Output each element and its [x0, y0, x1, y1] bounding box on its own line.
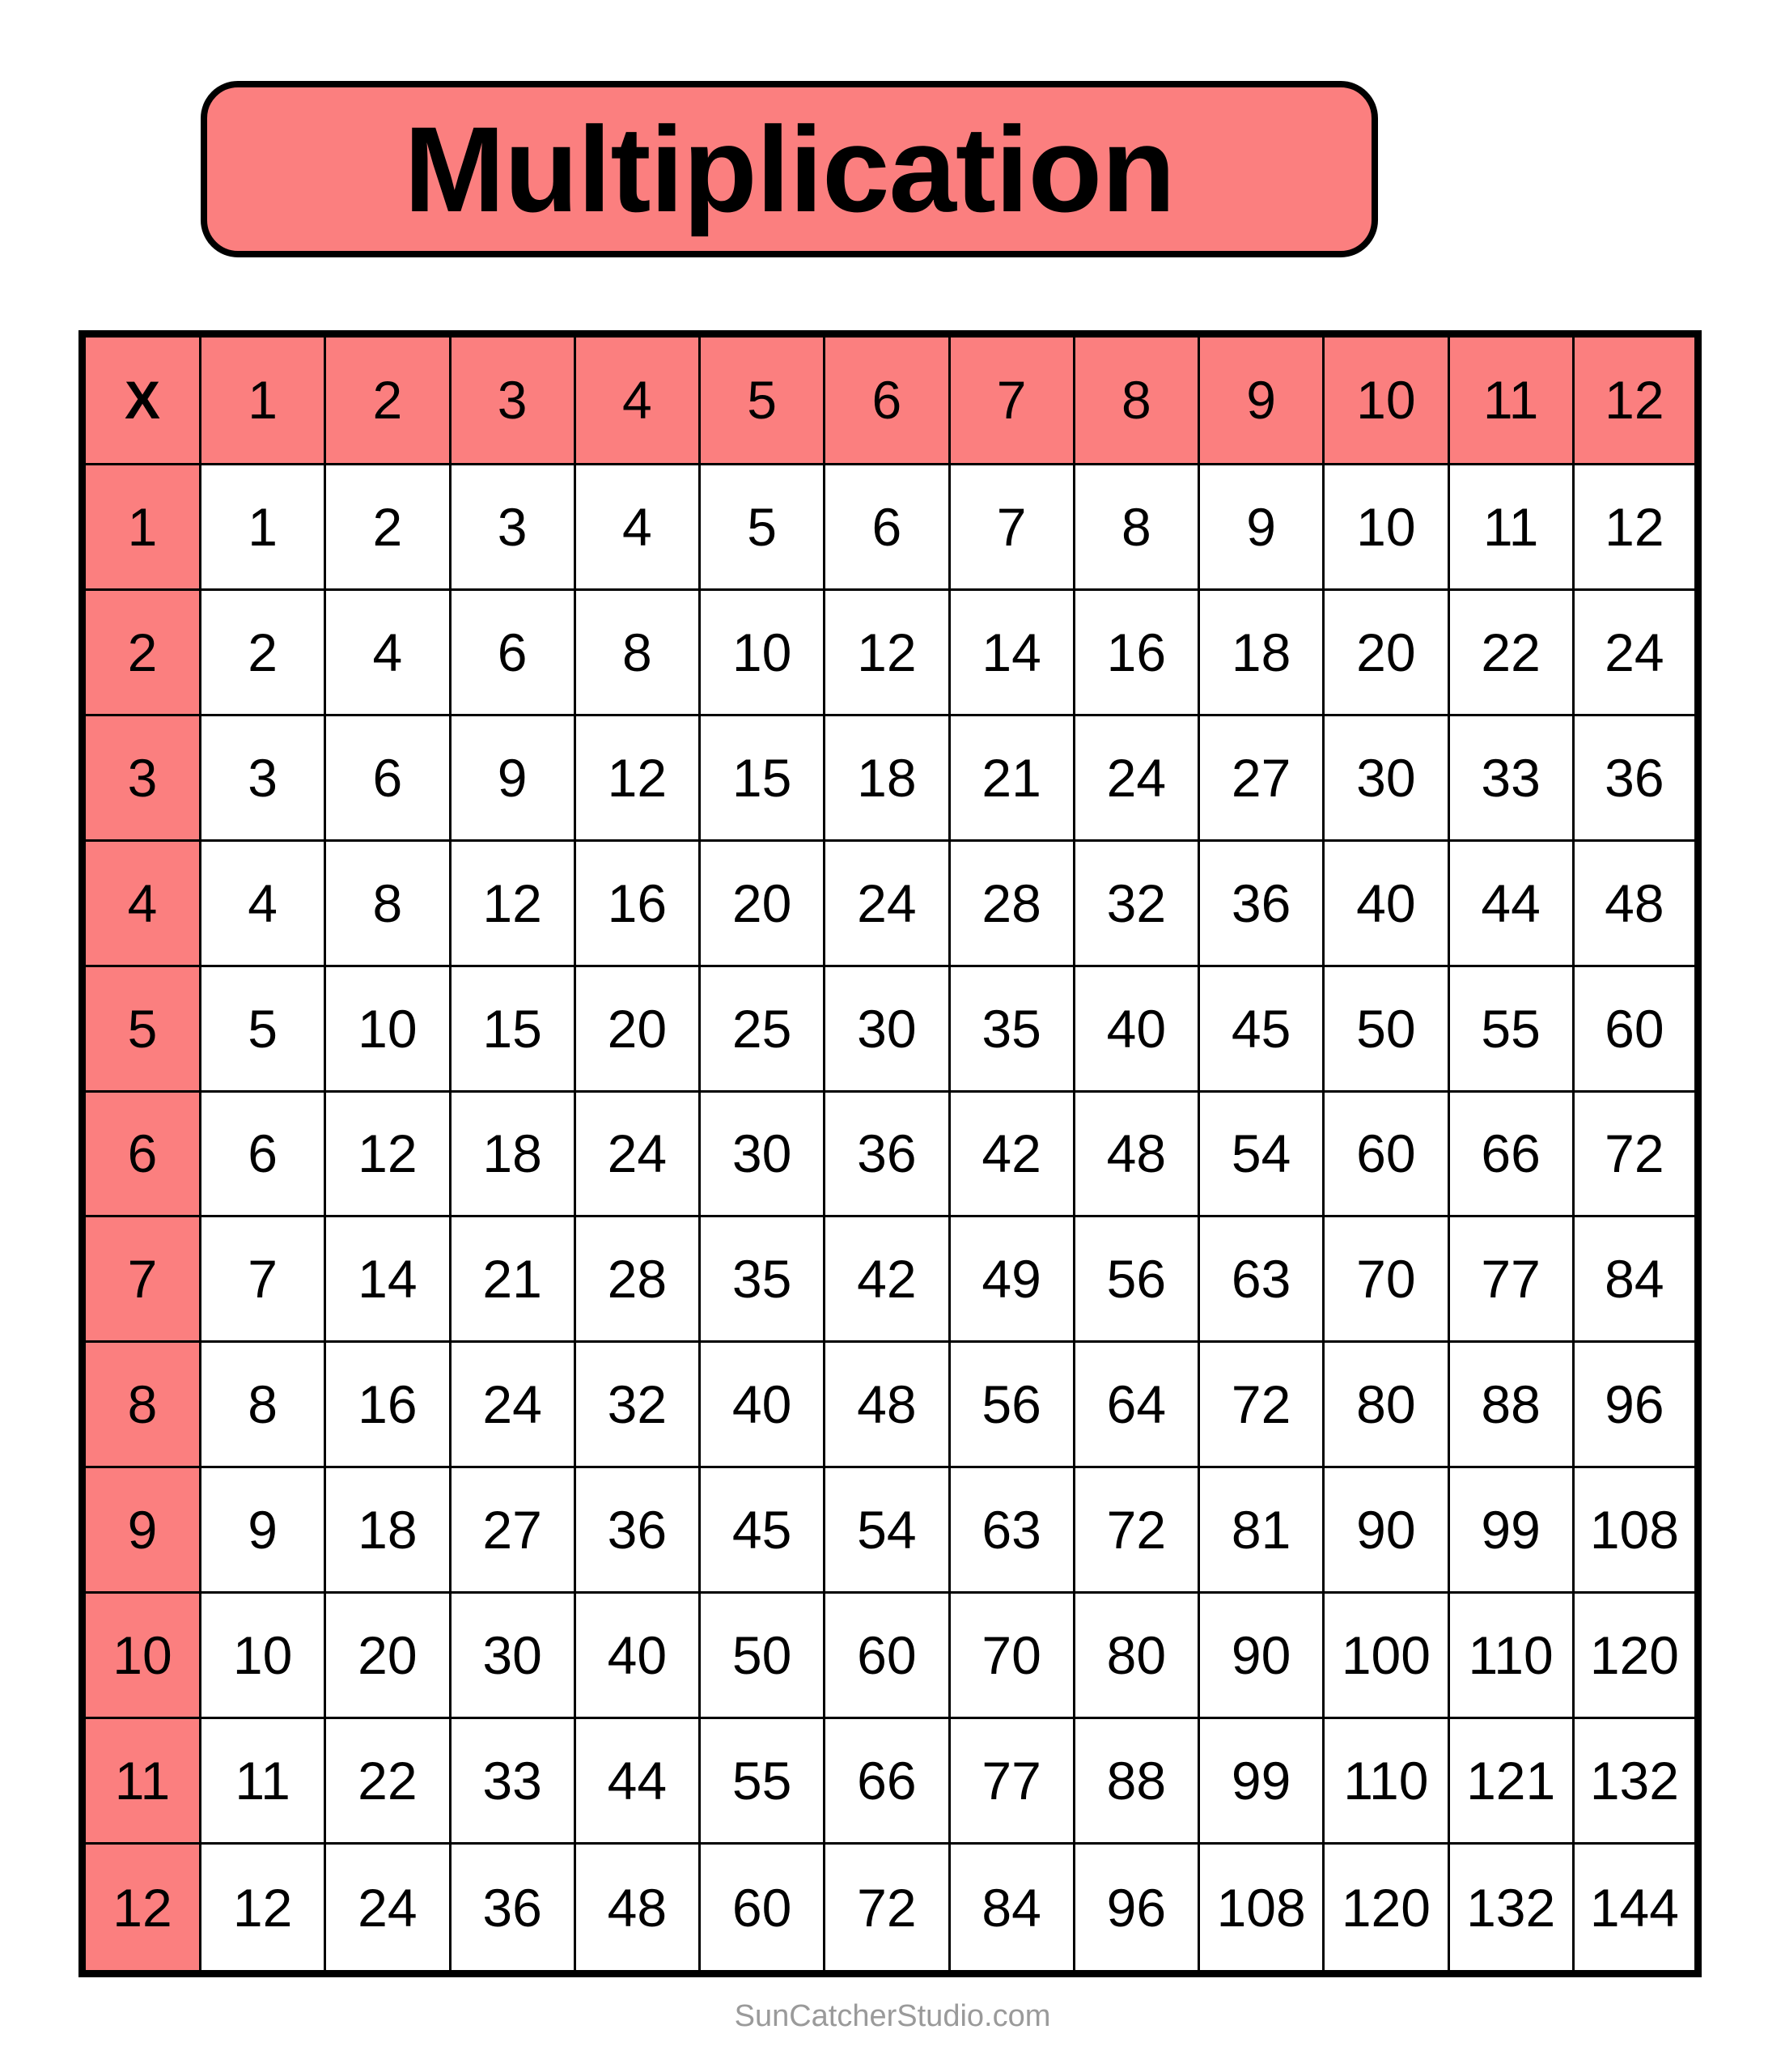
- product-cell: 20: [325, 1593, 450, 1718]
- table-row: [83, 840, 1698, 966]
- product-cell: 12: [201, 1844, 325, 1974]
- product-cell: 2: [201, 589, 325, 715]
- product-cell: 144: [1573, 1844, 1698, 1974]
- product-cell: 5: [700, 464, 825, 589]
- product-cell: 49: [949, 1216, 1074, 1342]
- row-header: 2: [83, 589, 201, 715]
- product-cell: 33: [450, 1718, 575, 1844]
- row-header: 10: [83, 1593, 201, 1718]
- product-cell: 81: [1199, 1467, 1324, 1593]
- column-header: 5: [700, 334, 825, 465]
- product-cell: 63: [1199, 1216, 1324, 1342]
- product-cell: 27: [450, 1467, 575, 1593]
- product-cell: 3: [201, 715, 325, 840]
- product-cell: 45: [1199, 966, 1324, 1091]
- product-cell: 99: [1448, 1467, 1573, 1593]
- column-header: 9: [1199, 334, 1324, 465]
- product-cell: 54: [825, 1467, 949, 1593]
- product-cell: 18: [325, 1467, 450, 1593]
- product-cell: 28: [949, 840, 1074, 966]
- product-cell: 36: [450, 1844, 575, 1974]
- product-cell: 28: [575, 1216, 699, 1342]
- table-row: [83, 1844, 1698, 1974]
- product-cell: 56: [949, 1342, 1074, 1467]
- product-cell: 77: [1448, 1216, 1573, 1342]
- product-cell: 10: [700, 589, 825, 715]
- product-cell: 9: [201, 1467, 325, 1593]
- column-header: 2: [325, 334, 450, 465]
- product-cell: 20: [575, 966, 699, 1091]
- product-cell: 77: [949, 1718, 1074, 1844]
- column-header: 11: [1448, 334, 1573, 465]
- product-cell: 30: [825, 966, 949, 1091]
- product-cell: 60: [825, 1593, 949, 1718]
- row-header: 11: [83, 1718, 201, 1844]
- row-header: 4: [83, 840, 201, 966]
- product-cell: 60: [1573, 966, 1698, 1091]
- product-cell: 44: [1448, 840, 1573, 966]
- product-cell: 16: [325, 1342, 450, 1467]
- product-cell: 54: [1199, 1091, 1324, 1216]
- table-row: [83, 1216, 1698, 1342]
- product-cell: 32: [1074, 840, 1198, 966]
- product-cell: 8: [1074, 464, 1198, 589]
- product-cell: 120: [1324, 1844, 1448, 1974]
- product-cell: 88: [1448, 1342, 1573, 1467]
- product-cell: 12: [450, 840, 575, 966]
- product-cell: 10: [325, 966, 450, 1091]
- product-cell: 10: [1324, 464, 1448, 589]
- product-cell: 7: [201, 1216, 325, 1342]
- product-cell: 48: [575, 1844, 699, 1974]
- page-title: Multiplication: [404, 101, 1175, 237]
- product-cell: 36: [825, 1091, 949, 1216]
- product-cell: 121: [1448, 1718, 1573, 1844]
- column-header: 10: [1324, 334, 1448, 465]
- table-row: [83, 966, 1698, 1091]
- product-cell: 14: [325, 1216, 450, 1342]
- product-cell: 55: [1448, 966, 1573, 1091]
- column-header: 12: [1573, 334, 1698, 465]
- product-cell: 33: [1448, 715, 1573, 840]
- product-cell: 21: [949, 715, 1074, 840]
- product-cell: 36: [1573, 715, 1698, 840]
- product-cell: 90: [1199, 1593, 1324, 1718]
- product-cell: 120: [1573, 1593, 1698, 1718]
- product-cell: 9: [450, 715, 575, 840]
- product-cell: 8: [575, 589, 699, 715]
- product-cell: 24: [825, 840, 949, 966]
- product-cell: 110: [1448, 1593, 1573, 1718]
- product-cell: 56: [1074, 1216, 1198, 1342]
- product-cell: 72: [825, 1844, 949, 1974]
- product-cell: 32: [575, 1342, 699, 1467]
- product-cell: 25: [700, 966, 825, 1091]
- product-cell: 36: [1199, 840, 1324, 966]
- product-cell: 5: [201, 966, 325, 1091]
- table-row: [83, 1091, 1698, 1216]
- product-cell: 24: [325, 1844, 450, 1974]
- product-cell: 8: [325, 840, 450, 966]
- column-header: 8: [1074, 334, 1198, 465]
- product-cell: 44: [575, 1718, 699, 1844]
- product-cell: 15: [700, 715, 825, 840]
- product-cell: 12: [1573, 464, 1698, 589]
- column-header: 7: [949, 334, 1074, 465]
- product-cell: 60: [1324, 1091, 1448, 1216]
- product-cell: 6: [450, 589, 575, 715]
- product-cell: 40: [1324, 840, 1448, 966]
- product-cell: 96: [1573, 1342, 1698, 1467]
- product-cell: 35: [949, 966, 1074, 1091]
- product-cell: 24: [575, 1091, 699, 1216]
- row-header: 9: [83, 1467, 201, 1593]
- product-cell: 4: [325, 589, 450, 715]
- footer-credit: SunCatcherStudio.com: [734, 1999, 1051, 2033]
- product-cell: 6: [201, 1091, 325, 1216]
- product-cell: 10: [201, 1593, 325, 1718]
- product-cell: 50: [1324, 966, 1448, 1091]
- product-cell: 6: [825, 464, 949, 589]
- product-cell: 7: [949, 464, 1074, 589]
- product-cell: 24: [1573, 589, 1698, 715]
- product-cell: 11: [201, 1718, 325, 1844]
- product-cell: 64: [1074, 1342, 1198, 1467]
- column-header: 4: [575, 334, 699, 465]
- product-cell: 72: [1573, 1091, 1698, 1216]
- product-cell: 132: [1448, 1844, 1573, 1974]
- product-cell: 110: [1324, 1718, 1448, 1844]
- product-cell: 27: [1199, 715, 1324, 840]
- product-cell: 6: [325, 715, 450, 840]
- row-header: 12: [83, 1844, 201, 1974]
- product-cell: 36: [575, 1467, 699, 1593]
- product-cell: 48: [1074, 1091, 1198, 1216]
- product-cell: 30: [450, 1593, 575, 1718]
- product-cell: 80: [1074, 1593, 1198, 1718]
- product-cell: 12: [325, 1091, 450, 1216]
- product-cell: 22: [325, 1718, 450, 1844]
- product-cell: 108: [1573, 1467, 1698, 1593]
- product-cell: 14: [949, 589, 1074, 715]
- product-cell: 66: [825, 1718, 949, 1844]
- row-header: 6: [83, 1091, 201, 1216]
- product-cell: 84: [1573, 1216, 1698, 1342]
- product-cell: 90: [1324, 1467, 1448, 1593]
- product-cell: 18: [1199, 589, 1324, 715]
- product-cell: 84: [949, 1844, 1074, 1974]
- product-cell: 15: [450, 966, 575, 1091]
- product-cell: 63: [949, 1467, 1074, 1593]
- product-cell: 21: [450, 1216, 575, 1342]
- product-cell: 42: [825, 1216, 949, 1342]
- product-cell: 72: [1074, 1467, 1198, 1593]
- product-cell: 88: [1074, 1718, 1198, 1844]
- column-header: 6: [825, 334, 949, 465]
- table-row: [83, 715, 1698, 840]
- row-header: 1: [83, 464, 201, 589]
- product-cell: 16: [575, 840, 699, 966]
- table-row: [83, 1342, 1698, 1467]
- product-cell: 60: [700, 1844, 825, 1974]
- multiplication-table: [78, 330, 1702, 1977]
- table-corner-label: X: [83, 334, 201, 465]
- column-header: 3: [450, 334, 575, 465]
- table-row: [83, 1593, 1698, 1718]
- title-banner: [201, 81, 1378, 257]
- product-cell: 70: [1324, 1216, 1448, 1342]
- product-cell: 45: [700, 1467, 825, 1593]
- product-cell: 70: [949, 1593, 1074, 1718]
- product-cell: 4: [201, 840, 325, 966]
- product-cell: 18: [825, 715, 949, 840]
- product-cell: 99: [1199, 1718, 1324, 1844]
- product-cell: 12: [575, 715, 699, 840]
- product-cell: 48: [825, 1342, 949, 1467]
- row-header: 5: [83, 966, 201, 1091]
- product-cell: 42: [949, 1091, 1074, 1216]
- product-cell: 2: [325, 464, 450, 589]
- product-cell: 35: [700, 1216, 825, 1342]
- product-cell: 80: [1324, 1342, 1448, 1467]
- product-cell: 100: [1324, 1593, 1448, 1718]
- product-cell: 16: [1074, 589, 1198, 715]
- product-cell: 48: [1573, 840, 1698, 966]
- table-row: [83, 464, 1698, 589]
- product-cell: 11: [1448, 464, 1573, 589]
- title-banner-box: [201, 81, 1378, 257]
- product-cell: 20: [700, 840, 825, 966]
- row-header: 3: [83, 715, 201, 840]
- product-cell: 24: [1074, 715, 1198, 840]
- row-header: 7: [83, 1216, 201, 1342]
- product-cell: 96: [1074, 1844, 1198, 1974]
- product-cell: 20: [1324, 589, 1448, 715]
- column-header: 1: [201, 334, 325, 465]
- product-cell: 22: [1448, 589, 1573, 715]
- table-header-row: [83, 334, 1698, 465]
- product-cell: 30: [700, 1091, 825, 1216]
- product-cell: 4: [575, 464, 699, 589]
- table-row: [83, 1718, 1698, 1844]
- product-cell: 18: [450, 1091, 575, 1216]
- product-cell: 12: [825, 589, 949, 715]
- product-cell: 40: [1074, 966, 1198, 1091]
- product-cell: 50: [700, 1593, 825, 1718]
- product-cell: 30: [1324, 715, 1448, 840]
- product-cell: 3: [450, 464, 575, 589]
- product-cell: 24: [450, 1342, 575, 1467]
- product-cell: 132: [1573, 1718, 1698, 1844]
- table-row: [83, 589, 1698, 715]
- product-cell: 66: [1448, 1091, 1573, 1216]
- product-cell: 55: [700, 1718, 825, 1844]
- row-header: 8: [83, 1342, 201, 1467]
- product-cell: 1: [201, 464, 325, 589]
- table-row: [83, 1467, 1698, 1593]
- multiplication-grid: [78, 330, 1702, 1977]
- product-cell: 40: [700, 1342, 825, 1467]
- product-cell: 40: [575, 1593, 699, 1718]
- product-cell: 9: [1199, 464, 1324, 589]
- product-cell: 72: [1199, 1342, 1324, 1467]
- product-cell: 8: [201, 1342, 325, 1467]
- product-cell: 108: [1199, 1844, 1324, 1974]
